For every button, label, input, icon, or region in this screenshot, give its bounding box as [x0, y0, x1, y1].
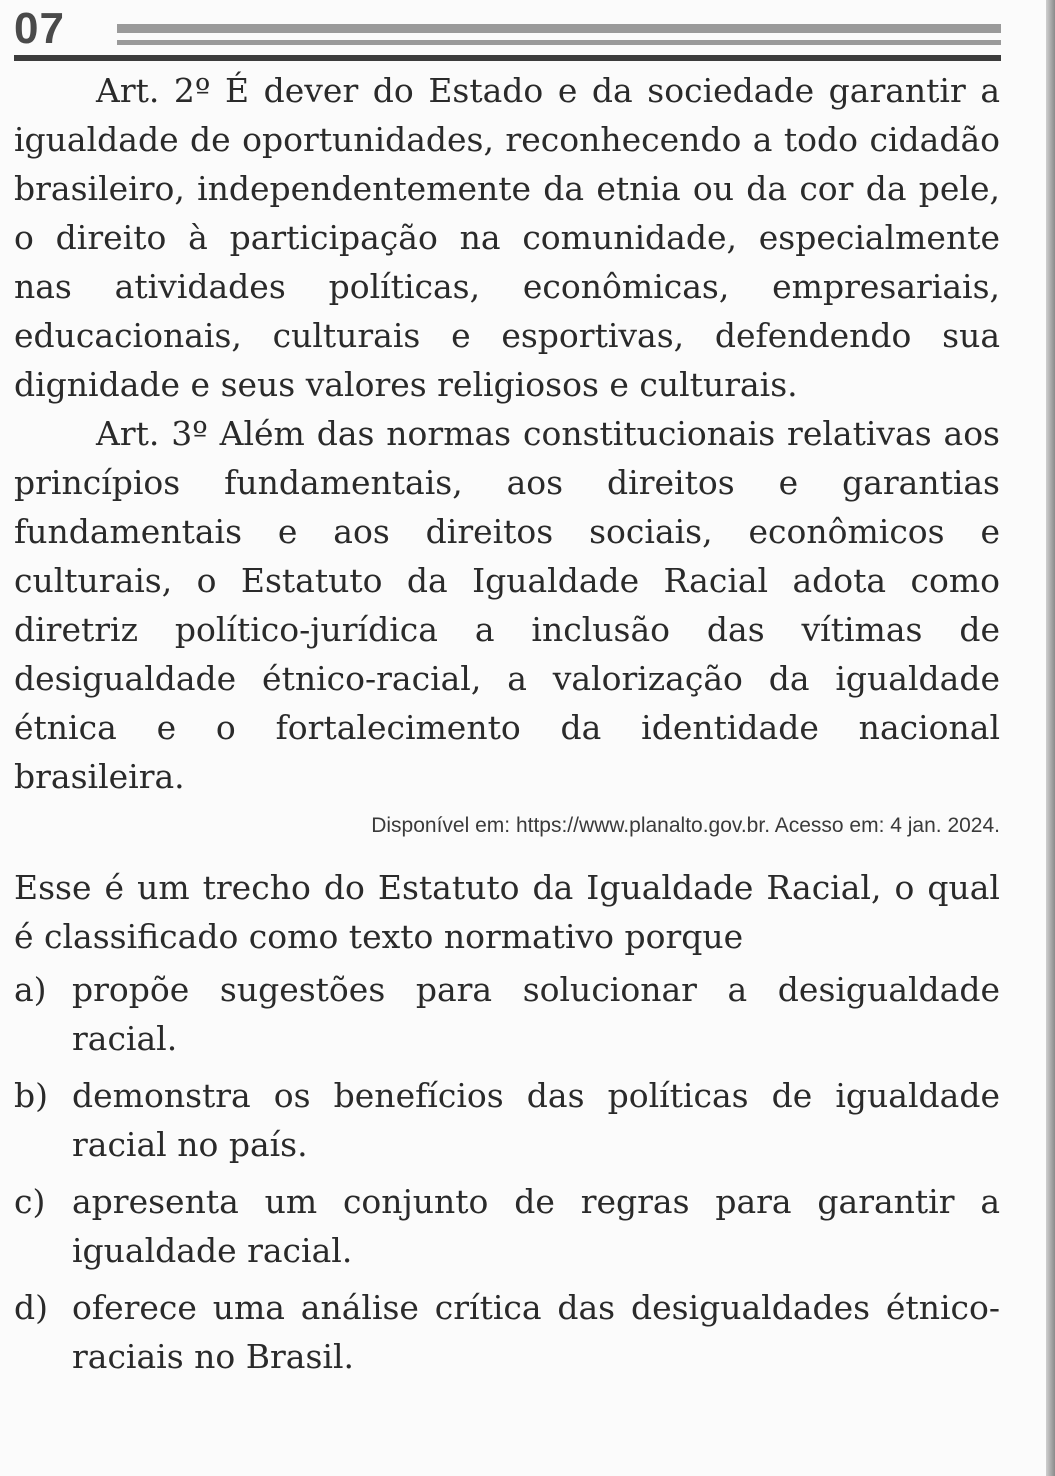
- option-text: oferece uma análise crítica das desigualdades étnico-raciais no Brasil.: [72, 1288, 1000, 1376]
- passage-article-2: Art. 2º É dever do Estado e da sociedade garantir a igualdade de oportunidades, reconhecendo a todo cidadão brasileiro, independentemente da etnia ou da cor da pele, o direito à participação na comunidade, especialmente nas atividades políticas, econômicas, empresariais, educacionais, culturais e esportivas, defendendo sua dignidade e seus valores religiosos e culturais.: [14, 71, 1000, 404]
- option-c[interactable]: [14, 1177, 1000, 1275]
- option-text: apresenta um conjunto de regras para garantir a igualdade racial.: [72, 1182, 1000, 1270]
- option-text: demonstra os benefícios das políticas de igualdade racial no país.: [72, 1076, 1000, 1164]
- header-bar-upper: [117, 24, 1001, 33]
- question-content: [14, 66, 1000, 1389]
- passage-source: Disponível em: https://www.planalto.gov.br. Acesso em: 4 jan. 2024.: [371, 814, 1000, 837]
- option-text: propõe sugestões para solucionar a desigualdade racial.: [72, 970, 1000, 1058]
- question-number: 07: [14, 4, 65, 53]
- question-stem: Esse é um trecho do Estatuto da Igualdade Racial, o qual é classificado como texto normativo porque: [14, 868, 1000, 956]
- page-edge-shadow: [1046, 0, 1055, 1476]
- header-rule: [14, 55, 1001, 61]
- option-letter: d): [14, 1288, 48, 1327]
- option-d[interactable]: [14, 1283, 1000, 1381]
- option-letter: b): [14, 1076, 48, 1115]
- passage-article-3: Art. 3º Além das normas constitucionais relativas aos princípios fundamentais, aos direitos e garantias fundamentais e aos direitos sociais, econômicos e culturais, o Estatuto da Igualdade Racial adota como diretriz político-jurídica a inclusão das vítimas de desigualdade étnico-racial, a valorização da igualdade étnica e o fortalecimento da identidade nacional brasileira.: [14, 414, 1000, 796]
- answer-options: [14, 965, 1000, 1381]
- option-letter: c): [14, 1182, 46, 1221]
- question-header: [0, 0, 1010, 70]
- header-bar-lower: [117, 40, 1001, 45]
- option-letter: a): [14, 970, 47, 1009]
- option-a[interactable]: [14, 965, 1000, 1063]
- option-b[interactable]: [14, 1071, 1000, 1169]
